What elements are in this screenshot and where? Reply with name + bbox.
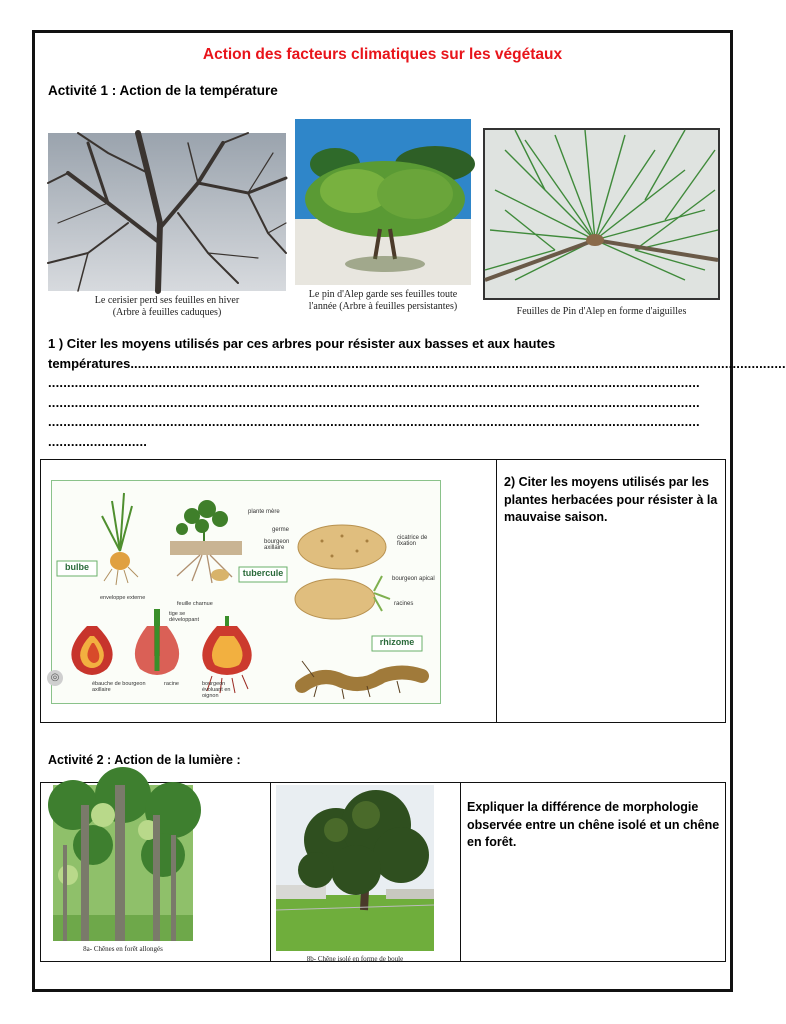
label-enveloppe-externe: enveloppe externe [100, 595, 146, 601]
answer-line[interactable]: ........................................................................................................................................................................... [48, 375, 700, 390]
storage-organs-diagram [51, 480, 441, 704]
caption-line: Le cerisier perd ses feuilles en hiver [94, 295, 240, 306]
label-feuille-charnue: feuille charnue [177, 601, 213, 607]
question3: Expliquer la différence de morphologie observée entre un chêne isolé et un chêne en forêt. [467, 800, 720, 849]
label-plante-mere: plante mère [248, 509, 280, 515]
answer-line[interactable]: ........................................................................................................................................................................... [133, 355, 786, 371]
caption-forest-oaks: 8a- Chênes en forêt allongés [83, 945, 163, 953]
label-bourgeon-axillaire: bourgeon axillaire [264, 539, 290, 551]
table-divider [496, 460, 497, 722]
label-bourgeon-evoluant: bourgeon évoluant en oignon [202, 681, 231, 699]
isolated-oak-photo [276, 785, 434, 951]
caption-aleppo [291, 289, 475, 313]
caption-cherry [48, 295, 286, 319]
pine-needles-photo [483, 128, 720, 300]
forest-oaks-photo [53, 785, 193, 941]
activity2-heading: Activité 2 : Action de la lumière : [48, 753, 241, 767]
label-germe: germe [272, 527, 290, 533]
question1-text: 1 ) Citer les moyens utilisés par ces arbres pour résister aux basses et aux hautes [48, 336, 556, 351]
aleppo-pine-photo [295, 119, 471, 285]
isolated-oak-image [276, 785, 434, 951]
page-title: Action des facteurs climatiques sur les végétaux [202, 46, 563, 63]
label-cicatrice: cicatrice de fixation [397, 535, 428, 547]
activity1-heading: Activité 1 : Action de la température [48, 83, 278, 98]
light-table [40, 782, 726, 962]
caption-line: (Arbre à feuilles caduques) [112, 307, 222, 318]
caption-isolated-oak: 8b- Chêne isolé en forme de boule [306, 955, 404, 963]
pine-needles-image [485, 130, 718, 298]
question2: 2) Citer les moyens utilisés par les plantes herbacées pour résister à la mauvaise saison. [504, 475, 718, 524]
lens-icon[interactable]: ◎ [47, 670, 63, 686]
cherry-tree-photo [48, 133, 286, 291]
label-bourgeon-apical: bourgeon apical [392, 576, 435, 582]
answer-line[interactable]: ........................................................................................................................................................................... [48, 394, 700, 410]
label-rhizome: rhizome [379, 637, 415, 647]
storage-organs-drawing [52, 481, 440, 703]
label-racine: racine [164, 681, 179, 687]
forest-oaks-image [53, 785, 193, 941]
caption-needles: Feuilles de Pin d'Alep en forme d'aiguilles [516, 306, 687, 317]
answer-line[interactable]: ........................................................................................................................................................................... [48, 414, 700, 429]
question1-cont: températures. [48, 355, 134, 371]
herbaceous-table [40, 459, 726, 723]
caption-line: Le pin d'Alep garde ses feuilles toute [308, 289, 458, 300]
cherry-tree-image [48, 133, 286, 291]
label-racines: racines [394, 601, 414, 607]
label-ebauche: ébauche de bourgeon axillaire [92, 681, 146, 693]
label-tubercule: tubercule [242, 568, 284, 578]
label-tige: tige se développant [169, 611, 199, 623]
question1 [48, 334, 786, 451]
label-bulbe: bulbe [65, 562, 89, 572]
caption-line: l'année (Arbre à feuilles persistantes) [308, 301, 458, 312]
aleppo-pine-image [295, 119, 471, 285]
page-frame [32, 30, 786, 992]
table-divider [460, 783, 461, 961]
table-divider [270, 783, 271, 961]
answer-line[interactable]: .......................... [48, 433, 148, 449]
